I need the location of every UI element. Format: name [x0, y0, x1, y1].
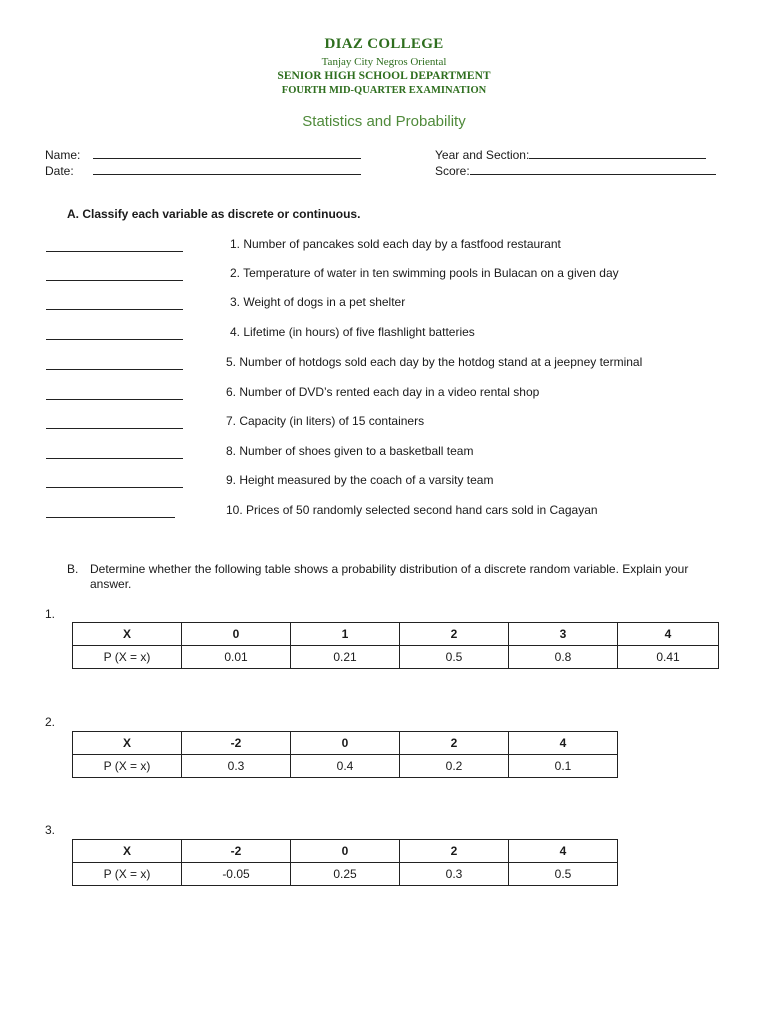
- table-cell: 0.2: [400, 755, 509, 778]
- table-cell: P (X = x): [73, 863, 182, 886]
- distribution-table-1: [72, 622, 719, 669]
- table-cell: 0.21: [291, 646, 400, 669]
- section-a-title: A. Classify each variable as discrete or continuous.: [67, 207, 361, 221]
- table-cell: P (X = x): [73, 646, 182, 669]
- table-cell: 1: [291, 623, 400, 646]
- list-item: [46, 444, 746, 460]
- item-text: 4. Lifetime (in hours) of five flashlight batteries: [230, 325, 475, 339]
- table-cell: 4: [509, 840, 618, 863]
- answer-blank[interactable]: [46, 328, 183, 340]
- answer-blank[interactable]: [46, 388, 183, 400]
- name-line[interactable]: [93, 147, 361, 159]
- question-number: 3.: [45, 823, 56, 837]
- question-number: 1.: [45, 607, 56, 621]
- table-cell: 0.25: [291, 863, 400, 886]
- answer-blank[interactable]: [46, 358, 183, 370]
- table-row: [73, 623, 719, 646]
- name-label: Name:: [45, 148, 81, 162]
- table-cell: -2: [182, 840, 291, 863]
- list-item: [46, 266, 746, 282]
- table-row: [73, 840, 618, 863]
- answer-blank[interactable]: [46, 240, 183, 252]
- table-cell: 4: [509, 732, 618, 755]
- table-row: [73, 732, 618, 755]
- section-b-letter: B.: [67, 562, 79, 576]
- list-item: [46, 325, 746, 341]
- list-item: [46, 237, 746, 253]
- item-text: 1. Number of pancakes sold each day by a fastfood restaurant: [230, 237, 561, 251]
- list-item: [46, 295, 746, 311]
- table-cell: P (X = x): [73, 755, 182, 778]
- item-text: 8. Number of shoes given to a basketball team: [226, 444, 474, 458]
- college-name: DIAZ COLLEGE: [324, 36, 444, 52]
- table-row: [73, 646, 719, 669]
- table-cell: 0.01: [182, 646, 291, 669]
- table-cell: 0: [291, 840, 400, 863]
- table-cell: 0.5: [509, 863, 618, 886]
- distribution-table-2: [72, 731, 618, 778]
- list-item: [46, 385, 746, 401]
- table-cell: 4: [618, 623, 719, 646]
- table-cell: 0.5: [400, 646, 509, 669]
- department-title: SENIOR HIGH SCHOOL DEPARTMENT: [277, 70, 491, 82]
- item-text: 9. Height measured by the coach of a varsity team: [226, 473, 494, 487]
- answer-blank[interactable]: [46, 269, 183, 281]
- table-cell: -2: [182, 732, 291, 755]
- table-cell: 0.41: [618, 646, 719, 669]
- answer-blank[interactable]: [46, 476, 183, 488]
- item-text: 5. Number of hotdogs sold each day by the hotdog stand at a jeepney terminal: [226, 355, 643, 369]
- subject-title: Statistics and Probability: [302, 113, 466, 130]
- table-cell: 0.1: [509, 755, 618, 778]
- list-item: [46, 473, 746, 489]
- table-cell: -0.05: [182, 863, 291, 886]
- table-cell: 3: [509, 623, 618, 646]
- table-cell: 0.8: [509, 646, 618, 669]
- list-item: [46, 503, 746, 519]
- date-field[interactable]: [45, 163, 361, 178]
- list-item: [46, 414, 746, 430]
- exam-title: FOURTH MID-QUARTER EXAMINATION: [281, 85, 487, 96]
- table-cell: 0.4: [291, 755, 400, 778]
- table-cell: 2: [400, 840, 509, 863]
- answer-blank[interactable]: [46, 298, 183, 310]
- table-cell: 2: [400, 732, 509, 755]
- distribution-table-3: [72, 839, 618, 886]
- item-text: 10. Prices of 50 randomly selected second hand cars sold in Cagayan: [226, 503, 598, 517]
- table-cell: X: [73, 623, 182, 646]
- date-label: Date:: [45, 164, 74, 178]
- table-cell: X: [73, 732, 182, 755]
- item-text: 7. Capacity (in liters) of 15 containers: [226, 414, 425, 428]
- score-field[interactable]: [435, 163, 716, 178]
- item-text: 3. Weight of dogs in a pet shelter: [230, 295, 406, 309]
- question-number: 2.: [45, 715, 56, 729]
- table-cell: 2: [400, 623, 509, 646]
- year-section-label: Year and Section:: [435, 148, 530, 162]
- year-section-line[interactable]: [529, 147, 706, 159]
- table-cell: X: [73, 840, 182, 863]
- answer-blank[interactable]: [46, 447, 183, 459]
- college-location: Tanjay City Negros Oriental: [321, 56, 447, 68]
- score-line[interactable]: [470, 163, 716, 175]
- table-cell: 0: [182, 623, 291, 646]
- year-section-field[interactable]: [435, 147, 706, 162]
- table-cell: 0: [291, 732, 400, 755]
- answer-blank[interactable]: [46, 506, 175, 518]
- score-label: Score:: [435, 164, 470, 178]
- item-text: 2. Temperature of water in ten swimming pools in Bulacan on a given day: [230, 266, 619, 280]
- table-row: [73, 755, 618, 778]
- name-field[interactable]: [45, 147, 361, 162]
- answer-blank[interactable]: [46, 417, 183, 429]
- section-b-text: Determine whether the following table shows a probability distribution of a discrete random variable. Explain your answer.: [90, 562, 689, 591]
- list-item: [46, 355, 746, 371]
- date-line[interactable]: [93, 163, 361, 175]
- table-cell: 0.3: [182, 755, 291, 778]
- table-row: [73, 863, 618, 886]
- table-cell: 0.3: [400, 863, 509, 886]
- item-text: 6. Number of DVD’s rented each day in a video rental shop: [226, 385, 540, 399]
